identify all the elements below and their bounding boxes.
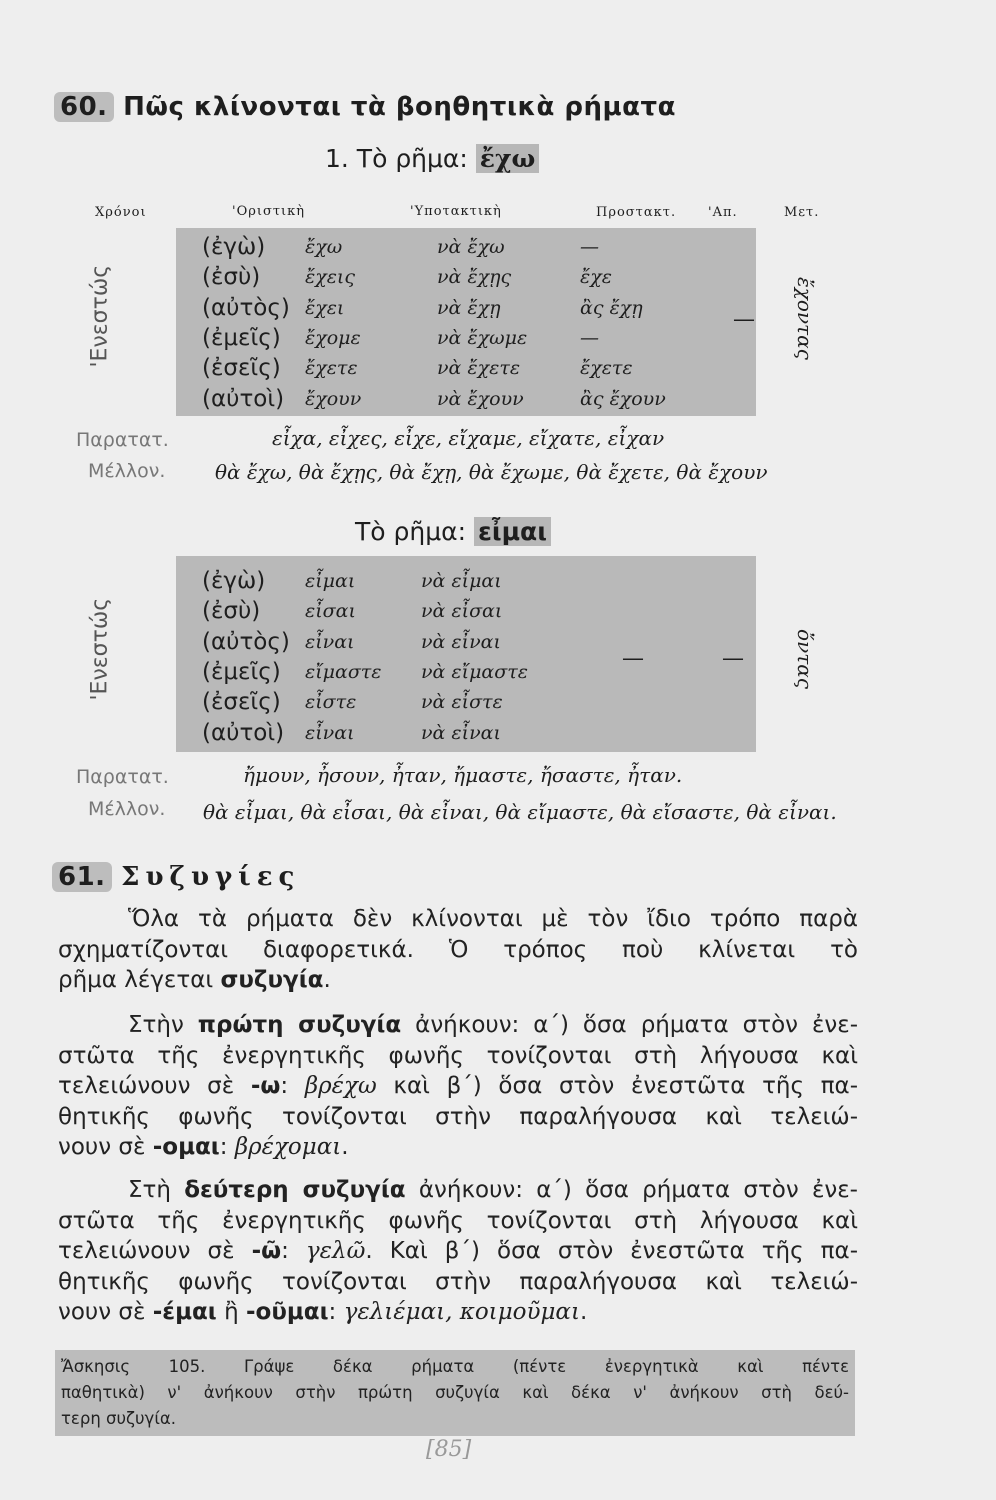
eimai-imperfect: ἤμουν, ἦσουν, ἦταν, ἤμαστε, ἤσαστε, ἦταν. — [243, 763, 683, 787]
header-prostaktiki: Προστακτ. — [596, 205, 677, 220]
paragraph-3 — [58, 1175, 858, 1328]
subjunctive-form: νὰ εἶσαι — [421, 600, 503, 623]
eimai-metoxi: ὄντας — [793, 629, 817, 689]
section-title: Συζυγίες — [121, 862, 301, 892]
imperative-form: — — [580, 326, 599, 349]
imperfect-label-eimai: Παρατατ. — [76, 766, 169, 788]
text-line: σχηματίζονται διαφορετικά. Ὁ τρόπος ποὺ κλίνεται τὸ — [58, 936, 858, 963]
imperative-form: ἂς ἔχῃ — [580, 296, 643, 319]
pronoun: (ἐσεῖς) — [202, 355, 281, 382]
term-syzygia: συζυγία — [220, 967, 324, 993]
section-number: 61. — [52, 862, 112, 892]
pronoun: (ἐγὼ) — [202, 568, 266, 594]
text-line: Στὴ — [128, 1177, 185, 1203]
ending: -ῶ — [251, 1238, 282, 1264]
paragraph-1 — [58, 904, 858, 996]
imperative-form: — — [580, 236, 599, 258]
indicative-form: εἶσαι — [305, 600, 356, 623]
term-second-conjugation: δεύτερη συζυγία — [184, 1177, 406, 1203]
punct: : — [328, 1299, 344, 1325]
indicative-form: ἔχω — [305, 236, 343, 258]
subjunctive-form: νὰ ἔχουν — [437, 387, 524, 410]
subjunctive-form: νὰ ἔχῃς — [437, 266, 512, 289]
indicative-form: εἶναι — [305, 630, 355, 653]
term-first-conjugation: πρώτη συζυγία — [197, 1012, 402, 1038]
example-verb: γελῶ — [305, 1238, 366, 1264]
text-line: ρῆμα λέγεται — [58, 967, 221, 993]
example-verb: βρέχω — [304, 1073, 377, 1099]
verb-prefix: Τὸ ρῆμα: — [355, 517, 467, 546]
pronoun: (ἐμεῖς) — [202, 324, 281, 351]
imperative-form: ἔχετε — [580, 357, 633, 380]
verb-prefix: 1. Τὸ ρῆμα: — [325, 144, 468, 173]
punct: . — [341, 1134, 349, 1160]
ending: -οῦμαι — [245, 1299, 329, 1325]
paragraph-2 — [58, 1010, 858, 1163]
future-label-echo: Μέλλον. — [88, 460, 166, 482]
imperfect-label-echo: Παρατατ. — [76, 429, 169, 451]
punct: : — [280, 1073, 305, 1099]
ending: -ω — [250, 1073, 281, 1099]
exercise-line: παθητικὰ) ν' ἀνήκουν στὴν πρώτη συζυγία καὶ δέκα ν' ἀνήκουν στὴ δεύ- — [61, 1383, 849, 1402]
text-line: ἢ — [216, 1299, 246, 1325]
text-line: . Καὶ β΄) ὅσα στὸν ἐνεστῶτα τῆς πα- — [365, 1238, 858, 1264]
indicative-form: ἔχει — [305, 296, 345, 319]
header-ap: 'Απ. — [708, 205, 738, 220]
verb-echo-heading — [325, 144, 539, 173]
echo-imperfect: εἶχα, εἶχες, εἶχε, εἴχαμε, εἴχατε, εἶχαν — [272, 426, 665, 450]
echo-metoxi: ἔχοντας — [793, 277, 817, 360]
indicative-form: ἔχετε — [305, 357, 358, 380]
text-line: στῶτα τῆς ἐνεργητικῆς φωνῆς τονίζονται στὴ λήγουσα καὶ — [58, 1207, 858, 1234]
ending: -ομαι — [152, 1134, 220, 1160]
subjunctive-form: νὰ ἔχῃ — [437, 296, 501, 319]
header-met: Μετ. — [784, 205, 820, 220]
header-oristiki: 'Οριστικὴ — [232, 204, 306, 219]
verb-eimai-heading — [355, 517, 551, 546]
verb-highlight: εἶμαι — [474, 517, 551, 546]
text-line: ἀνήκουν: α΄) ὅσα ρήματα στὸν ἐνε- — [401, 1012, 859, 1038]
pronoun: (αὐτὸς) — [202, 628, 290, 655]
text-line: νουν σὲ — [58, 1134, 153, 1160]
subjunctive-form: νὰ εἶναι — [421, 721, 501, 744]
future-label-eimai: Μέλλον. — [88, 798, 166, 820]
exercise-line: Ἄσκησις 105. Γράψε δέκα ρήματα (πέντε ἐνεργητικὰ καὶ πέντε — [61, 1357, 849, 1376]
verb-highlight: ἔχω — [476, 144, 539, 173]
indicative-form: εἶμαι — [305, 570, 356, 592]
punct: . — [323, 967, 331, 993]
subjunctive-form: νὰ ἔχετε — [437, 357, 521, 380]
punct: : — [219, 1134, 235, 1160]
section-number: 60. — [54, 92, 114, 122]
exercise-line: τερη συζυγία. — [61, 1409, 177, 1428]
text-line: Ὅλα τὰ ρήματα δὲν κλίνονται μὲ τὸν ἴδιο τρόπο παρὰ — [128, 906, 858, 932]
echo-future: θὰ ἔχω, θὰ ἔχῃς, θὰ ἔχῃ, θὰ ἔχωμε, θὰ ἔχετε, θὰ ἔχουν — [215, 460, 768, 484]
pronoun: (ἐσὺ) — [202, 598, 261, 625]
ending: -έμαι — [152, 1299, 217, 1325]
present-label-eimai: 'Ενεστώς — [87, 597, 113, 701]
exercise-box — [55, 1350, 855, 1436]
section-61-heading — [52, 862, 300, 892]
indicative-form: ἔχεις — [305, 266, 355, 289]
indicative-form: εἶναι — [305, 721, 355, 744]
punct: . — [579, 1299, 588, 1325]
echo-ap-dash: — — [733, 307, 755, 332]
punct: : — [281, 1238, 306, 1264]
indicative-form: εἴμαστε — [305, 660, 382, 683]
subjunctive-form: νὰ εἶμαι — [421, 570, 502, 592]
pronoun: (αὐτοὶ) — [202, 385, 285, 412]
subjunctive-form: νὰ εἴμαστε — [421, 660, 528, 683]
present-label-echo: 'Ενεστώς — [87, 264, 113, 368]
section-title: Πῶς κλίνονται τὰ βοηθητικὰ ρήματα — [123, 92, 676, 122]
imperative-form: ἂς ἔχουν — [580, 387, 666, 410]
subjunctive-form: νὰ ἔχωμε — [437, 326, 528, 349]
page-number: [85] — [426, 1437, 472, 1462]
subjunctive-form: νὰ ἔχω — [437, 236, 505, 258]
section-60-heading — [54, 92, 676, 122]
pronoun: (αὐτὸς) — [202, 294, 290, 321]
pronoun: (ἐγὼ) — [202, 234, 266, 260]
eimai-imp-dash: — — [622, 646, 644, 671]
eimai-future: θὰ εἶμαι, θὰ εἶσαι, θὰ εἶναι, θὰ εἴμαστε, θὰ εἴσαστε, θὰ εἶναι. — [203, 800, 837, 824]
text-line: θητικῆς φωνῆς τονίζονται στὴν παραλήγουσα καὶ τελειώ- — [58, 1268, 858, 1295]
text-line: τελειώνουν σὲ — [58, 1073, 251, 1099]
text-line: νουν σὲ — [58, 1299, 153, 1325]
header-ypotaktiki: 'Υποτακτικὴ — [410, 204, 502, 219]
text-line: καὶ β΄) ὅσα στὸν ἐνεστῶτα τῆς πα- — [376, 1073, 858, 1099]
subjunctive-form: νὰ εἶναι — [421, 630, 501, 653]
pronoun: (ἐσεῖς) — [202, 689, 281, 716]
header-tenses: Χρόνοι — [95, 205, 147, 220]
text-line: τελειώνουν σὲ — [58, 1238, 252, 1264]
indicative-form: ἔχουν — [305, 387, 362, 410]
subjunctive-form: νὰ εἶστε — [421, 691, 503, 714]
text-line: θητικῆς φωνῆς τονίζονται στὴν παραλήγουσα καὶ τελειώ- — [58, 1103, 858, 1130]
pronoun: (ἐσὺ) — [202, 264, 261, 291]
text-line: Στὴν — [128, 1012, 198, 1038]
indicative-form: ἔχομε — [305, 326, 361, 349]
pronoun: (αὐτοὶ) — [202, 719, 285, 746]
imperative-form: ἔχε — [580, 266, 612, 289]
pronoun: (ἐμεῖς) — [202, 658, 281, 685]
example-verb: γελιέμαι, κοιμοῦμαι — [343, 1299, 580, 1325]
indicative-form: εἶστε — [305, 691, 357, 714]
text-line: στῶτα τῆς ἐνεργητικῆς φωνῆς τονίζονται στὴ λήγουσα καὶ — [58, 1042, 858, 1069]
example-verb: βρέχομαι — [234, 1134, 342, 1160]
text-line: ἀνήκουν: α΄) ὅσα ρήματα στὸν ἐνε- — [405, 1177, 858, 1203]
eimai-ap-dash: — — [722, 646, 744, 671]
